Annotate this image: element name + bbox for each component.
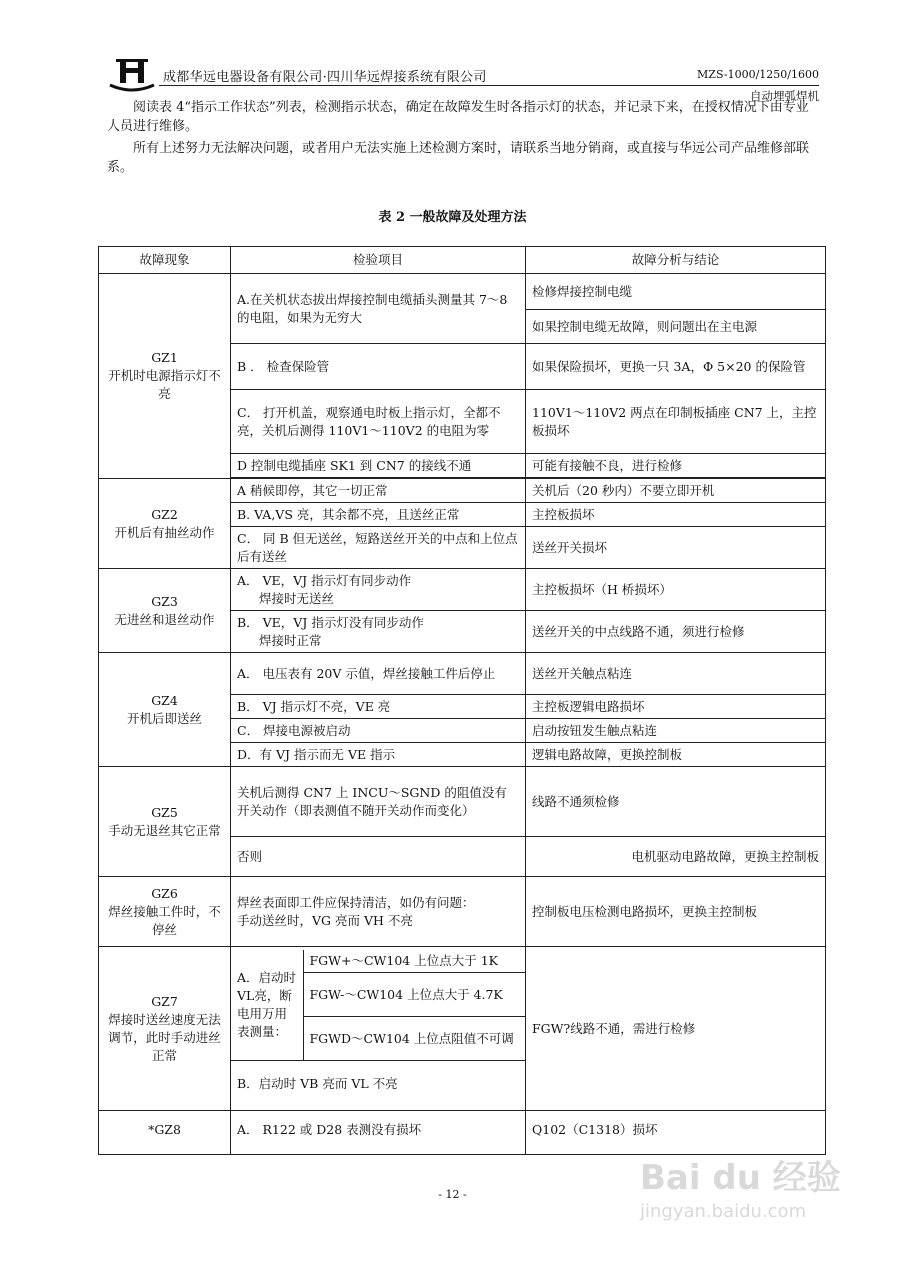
result-cell: 线路不通须检修 <box>526 767 826 837</box>
check-line: B． VE，VJ 指示灯没有同步动作 <box>237 614 424 630</box>
company-logo-icon <box>107 55 157 93</box>
fault-gz6 <box>99 877 231 947</box>
result-cell: 电机驱动电路故障，更换主控制板 <box>526 837 826 877</box>
fault-id: GZ3 <box>151 593 178 609</box>
company-name: 成都华远电器设备有限公司·四川华远焊接系统有限公司 <box>163 70 487 85</box>
header-symptom: 故障现象 <box>99 247 231 274</box>
check-cell: B． VJ 指示灯不亮，VE 亮 <box>231 695 526 719</box>
fault-name: 开机后即送丝 <box>126 710 202 726</box>
result-cell: 110V1～110V2 两点在印制板插座 CN7 上，主控板损坏 <box>526 390 826 454</box>
check-cell: 否则 <box>231 837 526 877</box>
gz7-subtable <box>231 950 525 1107</box>
check-cell: C． 打开机盖，观察通电时板上指示灯，全都不亮，关机后测得 110V1～110V2 的电阻为零 <box>231 390 526 454</box>
fault-id: GZ2 <box>151 506 178 522</box>
fault-name: 开机后有抽丝动作 <box>114 524 215 540</box>
fault-table <box>98 246 826 1155</box>
table-row <box>99 877 826 947</box>
check-cell <box>231 611 526 653</box>
result-cell: 检修焊接控制电缆 <box>526 274 826 310</box>
result-cell: 如果控制电缆无故障，则问题出在主电源 <box>526 310 826 344</box>
check-cell: A． 电压表有 20V 示值，焊丝接触工件后停止 <box>231 653 526 695</box>
table-row <box>99 947 826 1111</box>
fault-gz2 <box>99 479 231 569</box>
fault-id: GZ6 <box>151 885 178 901</box>
baidu-watermark <box>640 1150 865 1270</box>
fault-id: *GZ8 <box>148 1122 181 1137</box>
intro-paragraph-2: 所有上述努力无法解决问题，或者用户无法实施上述检测方案时，请联系当地分销商，或直接与华远公司产品维修部联系。 <box>107 141 810 175</box>
result-cell: 逻辑电路故障，更换控制板 <box>526 743 826 767</box>
gz7-sub-item: FGW+～CW104 上位点大于 1K <box>303 950 525 973</box>
check-line: 焊接时无送丝 <box>259 590 335 606</box>
check-cell: B ． 检查保险管 <box>231 344 526 390</box>
check-line: A． VE，VJ 指示灯有同步动作 <box>237 572 412 588</box>
check-cell: 关机后测得 CN7 上 INCU～SGND 的阻值没有开关动作（即表测值不随开关动作而变化） <box>231 767 526 837</box>
table-row <box>99 767 826 837</box>
result-cell: 控制板电压检测电路损坏，更换主控制板 <box>526 877 826 947</box>
gz7-sub-item: FGWD～CW104 上位点阻值不可调 <box>303 1017 525 1061</box>
fault-gz5 <box>99 767 231 877</box>
check-cell: D 控制电缆插座 SK1 到 CN7 的接线不通 <box>231 454 526 478</box>
fault-gz3 <box>99 569 231 653</box>
check-cell <box>231 569 526 611</box>
result-cell: FGW?线路不通，需进行检修 <box>526 947 826 1111</box>
header-conclusion: 故障分析与结论 <box>526 247 826 274</box>
result-cell: 主控板逻辑电路损坏 <box>526 695 826 719</box>
table-caption: 表 2 一般故障及处理方法 <box>378 210 527 225</box>
table-row <box>99 569 826 611</box>
header-check: 检验项目 <box>231 247 526 274</box>
result-cell: 送丝开关的中点线路不通，须进行检修 <box>526 611 826 653</box>
check-cell <box>231 877 526 947</box>
fault-gz7 <box>99 947 231 1111</box>
header-divider <box>159 85 819 86</box>
result-cell: Q102（C1318）损坏 <box>526 1111 826 1155</box>
check-cell <box>231 947 526 1111</box>
gz7-a-label: A．启动时VL亮，断电用万用表测量： <box>231 950 303 1061</box>
model-number: MZS-1000/1250/1600 <box>697 68 819 81</box>
result-cell: 如果保险损坏，更换一只 3A，Φ 5×20 的保险管 <box>526 344 826 390</box>
result-cell: 送丝开关损坏 <box>526 527 826 569</box>
result-cell: 送丝开关触点粘连 <box>526 653 826 695</box>
table-row <box>99 1111 826 1155</box>
table-row <box>99 479 826 503</box>
table-header-row <box>99 247 826 274</box>
result-cell: 可能有接触不良，进行检修 <box>526 454 826 478</box>
result-cell: 主控板损坏（H 桥损坏） <box>526 569 826 611</box>
check-cell: C． 同 B 但无送丝，短路送丝开关的中点和上位点后有送丝 <box>231 527 526 569</box>
result-cell: 关机后（20 秒内）不要立即开机 <box>526 479 826 503</box>
fault-name: 开机时电源指示灯不亮 <box>108 368 221 401</box>
gz7-sub-item: FGW-～CW104 上位点大于 4.7K <box>303 973 525 1017</box>
fault-name: 焊丝接触工件时，不停丝 <box>108 903 221 937</box>
fault-gz1 <box>99 274 231 479</box>
page-header <box>107 55 819 103</box>
fault-name: 无进丝和退丝动作 <box>114 611 215 627</box>
fault-name: 焊接时送丝速度无法调节，此时手动进丝正常 <box>108 1011 221 1063</box>
page-number: - 12 - <box>438 1188 467 1201</box>
result-cell: 主控板损坏 <box>526 503 826 527</box>
fault-id: GZ5 <box>151 804 178 820</box>
check-cell: A 稍候即停，其它一切正常 <box>231 479 526 503</box>
fault-id: GZ7 <box>151 993 178 1009</box>
check-cell: D．有 VJ 指示而无 VE 指示 <box>231 743 526 767</box>
gz7-b-check: B．启动时 VB 亮而 VL 不亮 <box>237 1076 398 1091</box>
check-line: 焊丝表面即工件应保持清洁，如仍有问题： <box>237 894 475 910</box>
fault-id: GZ4 <box>151 692 178 708</box>
check-cell: B. VA,VS 亮，其余都不亮，且送丝正常 <box>231 503 526 527</box>
check-line: 手动送丝时，VG 亮而 VH 不亮 <box>237 912 413 928</box>
table-row <box>99 274 826 310</box>
watermark-url: jingyan.baidu.com <box>640 1201 807 1222</box>
intro-paragraph-1: 阅读表 4“指示工作状态”列表，检测指示状态，确定在故障发生时各指示灯的状态，并记录下来，在授权情况下由专业人员进行维修。 <box>107 100 809 134</box>
check-line: 焊接时正常 <box>259 632 322 648</box>
check-cell: A． R122 或 D28 表测没有损坏 <box>231 1111 526 1155</box>
fault-id: GZ1 <box>151 350 178 365</box>
check-cell: C． 焊接电源被启动 <box>231 719 526 743</box>
product-subtitle: 自动埋弧焊机 <box>750 89 819 103</box>
fault-gz8 <box>99 1111 231 1155</box>
watermark-logo: Bai du 经验 <box>640 1158 841 1198</box>
fault-gz4 <box>99 653 231 767</box>
result-cell: 启动按钮发生触点粘连 <box>526 719 826 743</box>
table-row <box>99 653 826 695</box>
check-cell: A.在关机状态拔出焊接控制电缆插头测量其 7～8 的电阻，如果为无穷大 <box>231 274 526 344</box>
fault-name: 手动无退丝其它正常 <box>108 822 221 838</box>
